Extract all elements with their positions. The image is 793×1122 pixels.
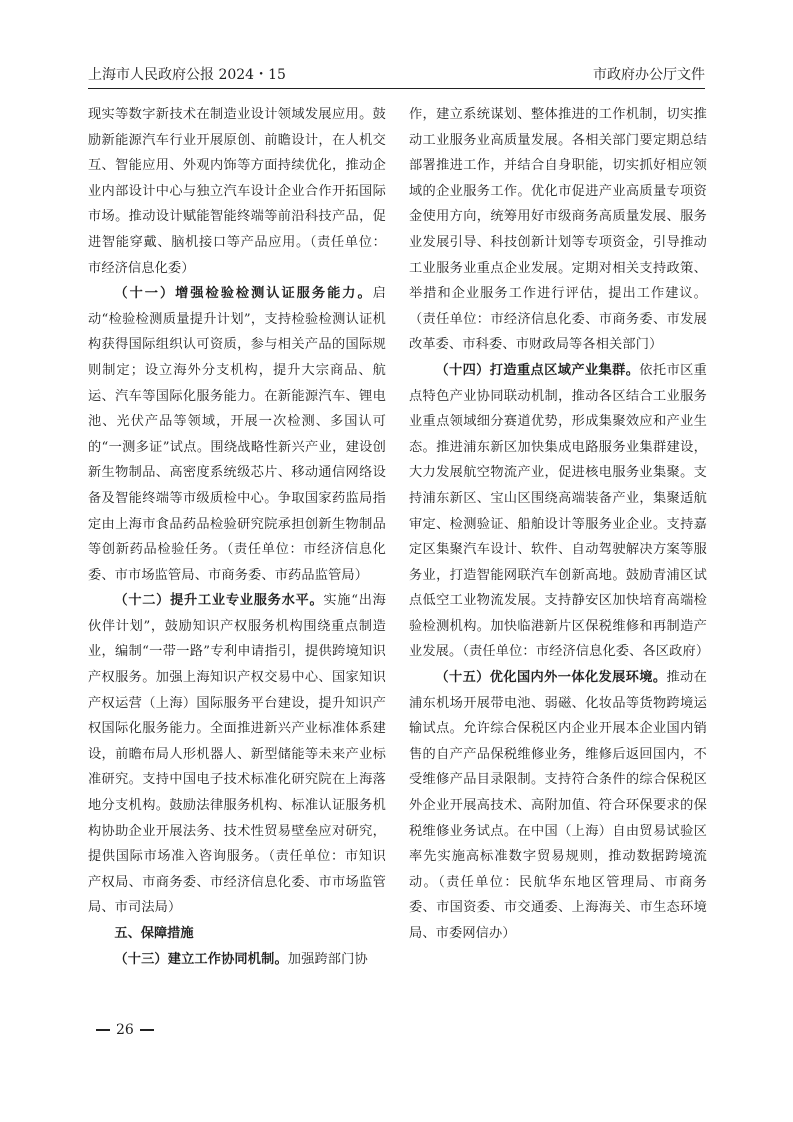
header-divider bbox=[88, 88, 705, 89]
section-5-heading: 五、保障措施 bbox=[114, 926, 194, 941]
paragraph-item-11 bbox=[88, 281, 386, 588]
paragraph-item-15 bbox=[409, 665, 707, 947]
right-column bbox=[409, 102, 710, 947]
item-13-title: （十三）建立工作协同机制。 bbox=[114, 951, 288, 967]
item-15-body: 推动在浦东机场开展带电池、弱磁、化妆品等货物跨境运输试点。允许综合保税区内企业开展本企业国内销售的自产产品保税维修业务，维修后返回国内，不受维修产品目录限制。支持符合条件的综合保税区外企业开展高技术、高附加值、符合环保要求的保税维修业务试点。在中国（上海）自由贸易试验区率先实施高标准数字贸易规则，推动数据跨境流动。（责任单位：民航华东地区管理局、市商务委、市国资委、市交通委、上海海关、市生态环境局、市委网信办） bbox=[409, 670, 707, 941]
page-footer bbox=[90, 1021, 160, 1039]
footer-dash-right bbox=[140, 1029, 154, 1031]
item-11-body: 启动“检验检测质量提升计划”，支持检验检测认证机构获得国际组织认可资质，参与相关产品的国际规则制定；设立海外分支机构，提升大宗商品、航运、汽车等国际化服务能力。在新能源汽车、锂电池、光伏产品等领域，开展一次检测、多国认可的“一测多证”试点。围绕战略性新兴产业，建设创新生物制品、高密度系统级芯片、移动通信网络设备及智能终端等市级质检中心。争取国家药监局指定由上海市食品药品检验研究院承担创新生物制品等创新药品检验任务。（责任单位：市经济信息化委、市市场监管局、市商务委、市药品监管局） bbox=[88, 286, 386, 583]
paragraph-item-14 bbox=[409, 358, 710, 665]
document-category: 市政府办公厅文件 bbox=[593, 67, 705, 83]
paragraph-item-12 bbox=[88, 588, 386, 921]
item-12-title: （十二）提升工业专业服务水平。 bbox=[114, 593, 324, 609]
bulletin-title: 上海市人民政府公报 2024・15 bbox=[88, 67, 286, 83]
item-14-body: 依托市区重点特色产业协同联动机制，推动各区结合工业服务业重点领域细分赛道优势，形成集聚效应和产业生态。推进浦东新区加快集成电路服务业集群建设，大力发展航空物流产业，促进核电服务业集聚。支持浦东新区、宝山区围绕高端装备产业，集聚适航审定、检测验证、船舶设计等服务业企业。支持嘉定区集聚汽车设计、软件、自动驾驶解决方案等服务业，打造智能网联汽车创新高地。鼓励青浦区试点低空工业物流发展。支持静安区加快培育高端检验检测机构。加快临港新片区保税维修和再制造产业发展。（责任单位：市经济信息化委、各区政府） bbox=[409, 362, 710, 660]
paragraph-item-13 bbox=[88, 947, 386, 973]
item-11-title: （十一）增强检验检测认证服务能力。 bbox=[114, 286, 373, 302]
item-13-body: 加强跨部门协 bbox=[287, 951, 368, 967]
footer-dash-left bbox=[96, 1029, 110, 1031]
item-15-title: （十五）优化国内外一体化发展环境。 bbox=[435, 670, 667, 686]
item-12-body: 实施“出海伙伴计划”，鼓励知识产权服务机构围绕重点制造业，编制“一带一路”专利申请指引，提供跨境知识产权服务。加强上海知识产权交易中心、国家知识产权运营（上海）国际服务平台建设，提升知识产权国际化服务能力。全面推进新兴产业标准体系建设，前瞻布局人形机器人、新型储能等未来产业标准研究。支持中国电子技术标准化研究院在上海落地分支机构。鼓励法律服务机构、标准认证服务机构协助企业开展法务、技术性贸易壁垒应对研究，提供国际市场准入咨询服务。（责任单位：市知识产权局、市商务委、市经济信息化委、市市场监管局、市司法局） bbox=[88, 593, 386, 916]
paragraph-item-13-continued: 作，建立系统谋划、整体推进的工作机制，切实推动工业服务业高质量发展。各相关部门要定期总结部署推进工作，并结合自身职能，切实抓好相应领域的企业服务工作。优化市促进产业高质量专项资金使用方向，统筹用好市级商务高质量发展、服务业发展引导、科技创新计划等专项资金，引导推动工业服务业重点企业发展。定期对相关支持政策、举措和企业服务工作进行评估，提出工作建议。（责任单位：市经济信息化委、市商务委、市发展改革委、市科委、市财政局等各相关部门） bbox=[409, 107, 707, 353]
page-number: 26 bbox=[116, 1022, 134, 1038]
paragraph-intro: 现实等数字新技术在制造业设计领域发展应用。鼓励新能源汽车行业开展原创、前瞻设计，在人机交互、智能应用、外观内饰等方面持续优化，推动企业内部设计中心与独立汽车设计企业合作开拓国际市场。推动设计赋能智能终端等前沿科技产品，促进智能穿戴、脑机接口等产品应用。（责任单位：市经济信息化委） bbox=[88, 107, 386, 276]
left-column bbox=[88, 102, 386, 972]
page-header bbox=[88, 66, 705, 88]
item-14-title: （十四）打造重点区域产业集群。 bbox=[435, 362, 640, 378]
